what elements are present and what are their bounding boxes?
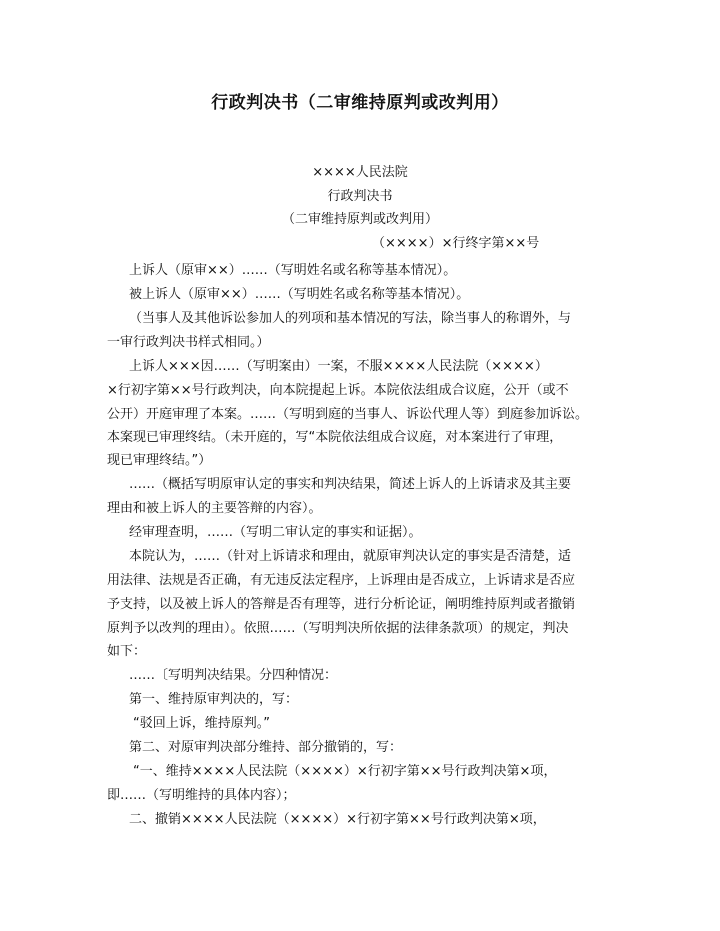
document-type: 行政判决书 <box>327 189 393 204</box>
paragraph-line: 一审行政判决书样式相同。） <box>107 335 270 350</box>
paragraph-line: 予支持，以及被上诉人的答辩是否有理等，进行分析论证，阐明维持原判或者撤销 <box>107 597 576 612</box>
paragraph-line: 上诉人×××因……（写明案由）一案，不服××××人民法院（××××） <box>129 359 548 374</box>
document-usage: （二审维持原判或改判用） <box>281 212 438 227</box>
paragraph-line: 公开）开庭审理了本案。……（写明到庭的当事人、诉讼代理人等）到庭参加诉讼。 <box>107 407 589 422</box>
case-number: （××××）×行终字第××号 <box>372 236 540 251</box>
paragraph-line: ……〔写明判决结果。分四种情况： <box>129 668 338 683</box>
paragraph-line: “驳回上诉，维持原判。” <box>133 716 270 731</box>
paragraph-line: 即……（写明维持的具体内容）； <box>107 788 296 803</box>
paragraph-line: 用法律、法规是否正确，有无违反法定程序，上诉理由是否成立，上诉请求是否应 <box>107 573 576 588</box>
paragraph-line: 经审理查明，……（写明二审认定的事实和证据）。 <box>129 525 422 540</box>
court-name: ××××人民法院 <box>312 165 408 180</box>
paragraph-line: ……（概括写明原审认定的事实和判决结果，简述上诉人的上诉请求及其主要 <box>129 477 572 492</box>
paragraph-line: ×行初字第××号行政判决，向本院提起上诉。本院依法组成合议庭，公开（或不 <box>107 383 569 398</box>
appellant-line: 上诉人（原审××）……（写明姓名或名称等基本情况）。 <box>129 263 457 278</box>
paragraph-line: 本院认为，……（针对上诉请求和理由，就原审判决认定的事实是否清楚，适 <box>129 549 572 564</box>
paragraph-line: 第二、对原审判决部分维持、部分撤销的，写： <box>129 740 403 755</box>
paragraph-line: 第一、维持原审判决的，写： <box>129 692 299 707</box>
paragraph-line: 本案现已审理终结。（未开庭的，写“本院依法组成合议庭，对本案进行了审理， <box>107 430 563 445</box>
paragraph-line: 二、撤销××××人民法院（××××）×行初字第××号行政判决第×项， <box>129 812 546 827</box>
appellee-line: 被上诉人（原审××）……（写明姓名或名称等基本情况）。 <box>129 287 470 302</box>
paragraph-line: 现已审理终结。”） <box>107 453 212 468</box>
paragraph-line: 原判予以改判的理由）。依照……（写明判决所依据的法律条款项）的规定，判决 <box>107 621 569 636</box>
document-title: 行政判决书（二审维持原判或改判用） <box>211 93 509 113</box>
paragraph-line: “一、维持××××人民法院（××××）×行初字第××号行政判决第×项， <box>133 764 557 779</box>
paragraph-line: 如下： <box>107 644 147 659</box>
paragraph-line: 理由和被上诉人的主要答辩的内容）。 <box>107 501 322 516</box>
paragraph-line: （当事人及其他诉讼参加人的列项和基本情况的写法，除当事人的称谓外，与 <box>129 311 572 326</box>
